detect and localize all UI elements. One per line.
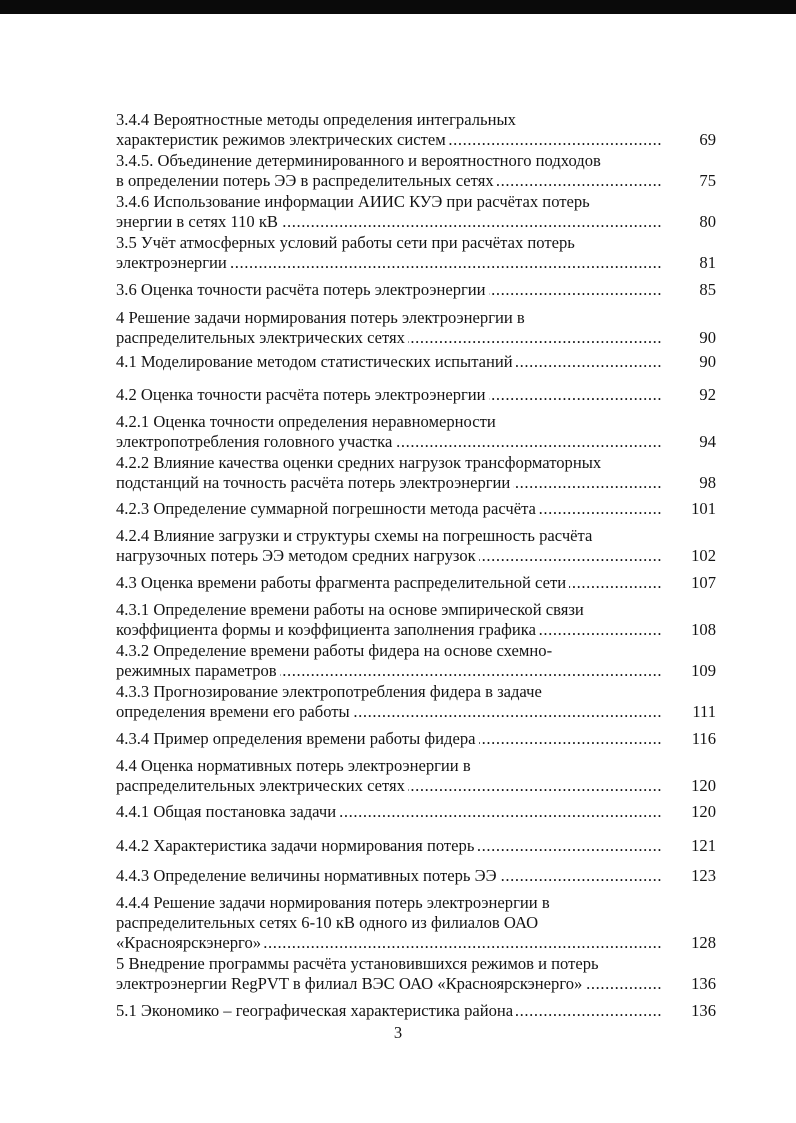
toc-entry-title: электроэнергии: [116, 253, 230, 272]
toc-entry-last-line: [116, 385, 716, 405]
toc-entry: [116, 802, 716, 822]
toc-page-number: 90: [699, 352, 716, 371]
toc-leader: [116, 253, 662, 273]
toc-entry-title: 4.2.2 Влияние качества оценки средних нагрузок трансформаторных: [116, 453, 602, 472]
toc-entry-last-line: [116, 1001, 716, 1021]
toc-page-number: 123: [691, 866, 716, 885]
toc-entry-last-line: [116, 702, 716, 722]
toc-entry-title: 4.3.1 Определение времени работы на основе эмпирической связи: [116, 600, 584, 619]
toc-entry-title: 4.2 Оценка точности расчёта потерь электроэнергии: [116, 385, 489, 404]
toc-entry-title: характеристик режимов электрических систем: [116, 130, 449, 149]
toc-entry-last-line: [116, 253, 716, 273]
toc-entry-title: 4.4.3 Определение величины нормативных потерь ЭЭ: [116, 866, 500, 885]
toc-entry-title: «Красноярскэнерго»: [116, 933, 264, 952]
toc-entry-title: 3.4.4 Вероятностные методы определения интегральных: [116, 110, 516, 129]
toc-entry-title: электроэнергии RegPVT в филиал ВЭС ОАО «Красноярскэнерго»: [116, 974, 585, 993]
toc-entry-line: [116, 233, 716, 253]
toc-page-number: 108: [691, 620, 716, 639]
toc-entry-title: 4.3.2 Определение времени работы фидера на основе схемно-: [116, 641, 553, 660]
toc-entry-title: в определении потерь ЭЭ в распределительных сетях: [116, 171, 497, 190]
toc-page-number: 136: [691, 974, 716, 993]
toc-leader: [116, 171, 662, 191]
toc-entry: [116, 866, 716, 886]
toc-entry-line: [116, 151, 716, 171]
toc-entry-line: [116, 893, 716, 913]
toc-leader: [116, 130, 662, 150]
toc-entry-last-line: [116, 432, 716, 452]
toc-entry-title: 5 Внедрение программы расчёта установившихся режимов и потерь: [116, 954, 599, 973]
toc-entry: [116, 836, 716, 856]
toc-entry-line: [116, 756, 716, 776]
toc-page-number: 75: [699, 171, 716, 190]
toc-entry: [116, 526, 716, 566]
toc-entry-title: 4 Решение задачи нормирования потерь электроэнергии в: [116, 308, 525, 327]
toc-entry-title: 4.4.2 Характеристика задачи нормирования потерь: [116, 836, 477, 855]
toc-entry: [116, 385, 716, 405]
toc-entry-last-line: [116, 661, 716, 681]
toc-leader: [116, 573, 662, 593]
toc-entry-last-line: [116, 836, 716, 856]
toc-leader: [116, 836, 662, 856]
toc-page-number: 69: [699, 130, 716, 149]
toc-entry-title: 3.5 Учёт атмосферных условий работы сети при расчётах потерь: [116, 233, 575, 252]
toc-leader: [116, 729, 662, 749]
toc-entry-last-line: [116, 546, 716, 566]
toc-entry-title: 4.1 Моделирование методом статистических испытаний: [116, 352, 516, 371]
toc-entry: [116, 352, 716, 372]
toc-entry: [116, 893, 716, 953]
toc-entry-title: 4.2.4 Влияние загрузки и структуры схемы на погрешность расчёта: [116, 526, 593, 545]
toc-leader: [116, 974, 662, 994]
toc-entry: [116, 412, 716, 452]
toc-entry-last-line: [116, 212, 716, 232]
toc-entry-line: [116, 192, 716, 212]
toc-page-number: 94: [699, 432, 716, 451]
toc-page-number: 120: [691, 802, 716, 821]
toc-entry-title: 4.3.4 Пример определения времени работы фидера: [116, 729, 479, 748]
toc-entry: [116, 729, 716, 749]
toc-entry-title: 3.4.5. Объединение детерминированного и вероятностного подходов: [116, 151, 601, 170]
toc-entry-line: [116, 526, 716, 546]
toc-page-number: 80: [699, 212, 716, 231]
toc-leader: [116, 802, 662, 822]
toc-entry: [116, 192, 716, 232]
toc-entry-line: [116, 913, 716, 933]
toc-page-number: 116: [691, 729, 716, 748]
toc-entry-line: [116, 954, 716, 974]
toc-entry: [116, 1001, 716, 1021]
toc-entry-last-line: [116, 328, 716, 348]
toc-leader: [116, 212, 662, 232]
toc-entry-line: [116, 453, 716, 473]
toc-entry: [116, 453, 716, 493]
toc-leader: [116, 776, 662, 796]
toc-leader: [116, 432, 662, 452]
toc-entry-last-line: [116, 473, 716, 493]
toc-leader: [116, 866, 662, 886]
toc-entry-line: [116, 308, 716, 328]
toc-leader: [116, 385, 662, 405]
toc-entry-title: распределительных сетях 6-10 кВ одного из филиалов ОАО: [116, 913, 539, 932]
toc-entry-title: определения времени его работы: [116, 702, 353, 721]
toc-entry-title: 4.3.3 Прогнозирование электропотребления фидера в задаче: [116, 682, 542, 701]
toc-entry-last-line: [116, 974, 716, 994]
page-number: 3: [393, 1023, 403, 1042]
toc-leader: [116, 661, 662, 681]
toc-entry: [116, 954, 716, 994]
toc-entry-last-line: [116, 499, 716, 519]
toc-page-number: 128: [691, 933, 716, 952]
toc-page-number: 92: [699, 385, 716, 404]
toc-entry-last-line: [116, 573, 716, 593]
toc-entry-last-line: [116, 620, 716, 640]
toc-page-number: 136: [691, 1001, 716, 1020]
toc-entry-last-line: [116, 866, 716, 886]
toc-entry: [116, 308, 716, 348]
toc-entry: [116, 600, 716, 640]
toc-entry-line: [116, 600, 716, 620]
toc-entry-line: [116, 641, 716, 661]
toc-entry: [116, 280, 716, 300]
toc-entry-title: 3.6 Оценка точности расчёта потерь электроэнергии: [116, 280, 489, 299]
toc-page-number: 109: [691, 661, 716, 680]
toc-page-number: 111: [692, 702, 716, 721]
toc-page-number: 85: [699, 280, 716, 299]
toc-entry-last-line: [116, 352, 716, 372]
toc-leader: [116, 546, 662, 566]
toc-entry-title: 4.3 Оценка времени работы фрагмента распределительной сети: [116, 573, 569, 592]
toc-entry-title: режимных параметров: [116, 661, 280, 680]
toc-entry-title: коэффициента формы и коэффициента заполнения графика: [116, 620, 539, 639]
toc-entry-title: 5.1 Экономико – географическая характеристика района: [116, 1001, 516, 1020]
toc-entry: [116, 641, 716, 681]
toc-leader: [116, 1001, 662, 1021]
toc-leader: [116, 473, 662, 493]
toc-leader: [116, 499, 662, 519]
toc-entry: [116, 233, 716, 273]
toc-entry-title: 4.4.1 Общая постановка задачи: [116, 802, 339, 821]
toc-page-number: 90: [699, 328, 716, 347]
toc-entry-title: 3.4.6 Использование информации АИИС КУЭ при расчётах потерь: [116, 192, 590, 211]
toc-entry-title: распределительных электрических сетях: [116, 328, 408, 347]
toc-entry-last-line: [116, 802, 716, 822]
toc-entry-title: 4.2.1 Оценка точности определения неравномерности: [116, 412, 496, 431]
toc-leader: [116, 280, 662, 300]
toc-entry-last-line: [116, 280, 716, 300]
toc-entry-title: энергии в сетях 110 кВ: [116, 212, 281, 231]
toc-entry-last-line: [116, 933, 716, 953]
toc-entry-line: [116, 412, 716, 432]
toc-entry-title: нагрузочных потерь ЭЭ методом средних нагрузок: [116, 546, 479, 565]
toc-entry-title: подстанций на точность расчёта потерь электроэнергии: [116, 473, 513, 492]
toc-entry-line: [116, 110, 716, 130]
toc-entry-title: распределительных электрических сетях: [116, 776, 408, 795]
toc-page-number: 101: [691, 499, 716, 518]
toc-entry-title: 4.4.4 Решение задачи нормирования потерь электроэнергии в: [116, 893, 550, 912]
toc-entry-last-line: [116, 776, 716, 796]
toc-entry: [116, 151, 716, 191]
toc-page-number: 102: [691, 546, 716, 565]
toc-page-number: 107: [691, 573, 716, 592]
toc-leader: [116, 352, 662, 372]
toc-entry: [116, 682, 716, 722]
scan-top-border: [0, 0, 796, 14]
toc-entry-last-line: [116, 130, 716, 150]
toc-entry-title: электропотребления головного участка: [116, 432, 395, 451]
toc-page-number: 98: [699, 473, 716, 492]
toc-page-number: 120: [691, 776, 716, 795]
toc-entry-title: 4.2.3 Определение суммарной погрешности метода расчёта: [116, 499, 539, 518]
toc-page-number: 121: [691, 836, 716, 855]
toc-leader: [116, 702, 662, 722]
toc-leader: [116, 620, 662, 640]
toc-entry: [116, 573, 716, 593]
toc-leader: [116, 933, 662, 953]
toc-entry: [116, 756, 716, 796]
toc-leader: [116, 328, 662, 348]
toc-entry-line: [116, 682, 716, 702]
toc-page-number: 81: [699, 253, 716, 272]
toc-entry: [116, 110, 716, 150]
toc-entry-last-line: [116, 171, 716, 191]
toc-entry: [116, 499, 716, 519]
toc-entry-last-line: [116, 729, 716, 749]
toc-entry-title: 4.4 Оценка нормативных потерь электроэнергии в: [116, 756, 471, 775]
